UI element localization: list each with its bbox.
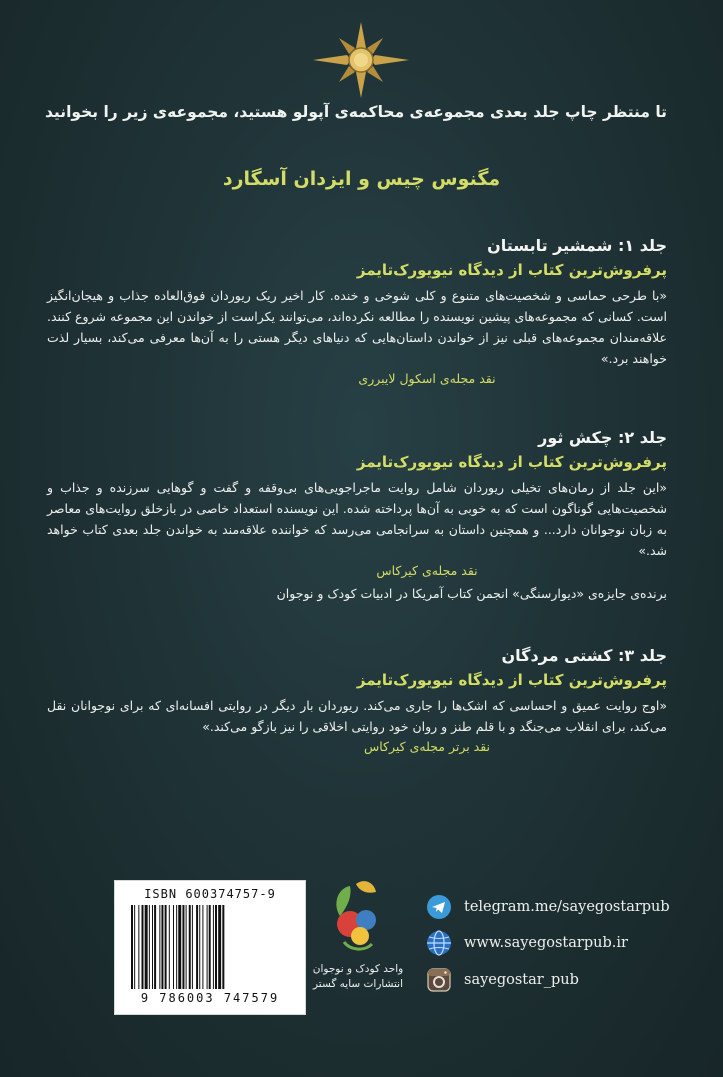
series-title: مگنوس چیس و ایزدان آسگارد <box>222 168 501 190</box>
volume-quote: «با طرحی حماسی و شخصیت‌های متنوع و کلی شوخی و خنده. کار اخیر ریک ریوردان فوق‌العاده جذاب و هیجان‌انگیز است. کسانی که مجموعه‌های پیشین نویسنده را مطالعه نکرده‌اند، می‌توانند یکراست از خواندن این مجموعه شروع کنند. علاقه‌مندان مجموعه‌های قبلی نیز از خواندن داستان‌هایی که دنیاهای دیگر هستی را به آن‌ها معرفی می‌کند، بسیار لذت خواهند برد.» <box>47 288 667 366</box>
volume-title: جلد ۱: شمشیر تابستان <box>487 236 667 255</box>
volume-title: جلد ۳: کشتی مردگان <box>501 646 667 665</box>
barcode-bar <box>176 905 177 989</box>
barcode-bar <box>145 905 148 989</box>
publisher-name <box>300 962 416 992</box>
barcode-bar <box>199 905 200 989</box>
barcode-bar <box>134 905 135 989</box>
barcode-bar <box>215 905 217 989</box>
publisher-line-2: انتشارات سایه گستر <box>313 978 403 990</box>
barcode-bar <box>222 905 224 989</box>
barcode-bar <box>202 905 203 989</box>
volume-title: جلد ۲: چکش ثور <box>538 428 667 447</box>
barcode-bar <box>173 905 174 989</box>
volume-source: نقد برتر مجله‌ی کیرکاس <box>363 739 491 754</box>
telegram-icon <box>426 894 452 920</box>
barcode-bar <box>149 905 150 989</box>
contact-website[interactable] <box>426 929 706 957</box>
barcode-bar <box>169 905 170 989</box>
barcode-bar <box>186 905 187 989</box>
barcode-bar <box>207 905 208 989</box>
barcode-bar <box>142 905 144 989</box>
barcode-bar <box>189 905 191 989</box>
intro-text: تا منتظر چاپ جلد بعدی مجموعه‌ی محاکمه‌ی آپولو هستید، مجموعه‌ی زیر را بخوانید <box>44 103 667 121</box>
telegram-link[interactable]: telegram.me/sayegostarpub <box>464 899 670 915</box>
barcode-bar <box>218 905 221 989</box>
volume-3 <box>47 646 667 754</box>
volume-2 <box>47 428 667 601</box>
barcode-bar <box>192 905 193 989</box>
barcode-bar <box>213 905 214 989</box>
isbn-top-text: ISBN 600374757-9 <box>144 887 276 901</box>
barcode-bars <box>131 905 291 989</box>
isbn-barcode <box>114 880 306 1015</box>
website-link[interactable]: www.sayegostarpub.ir <box>464 935 628 951</box>
barcode-bar <box>196 905 198 989</box>
barcode-bar <box>152 905 153 989</box>
contact-instagram[interactable] <box>426 966 706 994</box>
barcode-bar <box>161 905 163 989</box>
volume-subtitle: پرفروش‌ترین کتاب از دیدگاه نیویورک‌تایمز <box>356 261 667 279</box>
volume-quote: «این جلد از رمان‌های تخیلی ریوردان شامل روایت ماجراجویی‌های بی‌وقفه و گفت و گوهایی سرزنده و جذاب و شخصیت‌هایی گوناگون است که به خوبی به آن‌ها پرداخته شده. این نویسنده استعداد خاصی در بازخلق روایت‌های معاصر به زبان نوجوانان دارد... و همچنین داستان به سرانجامی می‌رسد که خواننده علاقه‌مند به خواندن جلد بعدی کتاب خواهد شد.» <box>47 480 667 558</box>
contact-telegram[interactable] <box>426 893 706 921</box>
barcode-bar <box>138 905 139 989</box>
barcode-bar <box>178 905 181 989</box>
volume-subtitle: پرفروش‌ترین کتاب از دیدگاه نیویورک‌تایمز <box>356 453 667 471</box>
volume-subtitle: پرفروش‌ترین کتاب از دیدگاه نیویورک‌تایمز <box>356 671 667 689</box>
sun-emblem-icon <box>311 20 411 100</box>
volume-award: برنده‌ی جایزه‌ی «دیوارسنگی» انجمن کتاب آمریکا در ادبیات کودک و نوجوان <box>276 586 667 601</box>
publisher-line-1: واحد کودک و نوجوان <box>312 963 404 975</box>
barcode-bar <box>131 905 133 989</box>
instagram-icon <box>426 967 452 993</box>
barcode-bar <box>209 905 211 989</box>
barcode-bar <box>182 905 184 989</box>
barcode-bar <box>154 905 156 989</box>
barcode-bar <box>165 905 167 989</box>
barcode-bar <box>159 905 160 989</box>
publisher-logo-icon <box>330 876 382 956</box>
volume-1 <box>47 236 667 386</box>
isbn-bottom-text: 9 786003 747579 <box>140 991 280 1005</box>
instagram-handle[interactable]: sayegostar_pub <box>464 972 579 988</box>
globe-icon <box>426 930 452 956</box>
volume-source: نقد مجله‌ی کیرکاس <box>376 563 478 578</box>
volume-source: نقد مجله‌ی اسکول لایبرری <box>358 371 496 386</box>
volume-quote: «اوج روایت عمیق و احساسی که اشک‌ها را جاری می‌کند. ریوردان بار دیگر در روایتی افسانه‌ای که برای نوجوانان نقل می‌کند، برای انقلاب می‌جنگد و با قلم طنز و روان خود روایتی اخلاقی را نیز بازگو می‌کند.» <box>47 698 667 734</box>
